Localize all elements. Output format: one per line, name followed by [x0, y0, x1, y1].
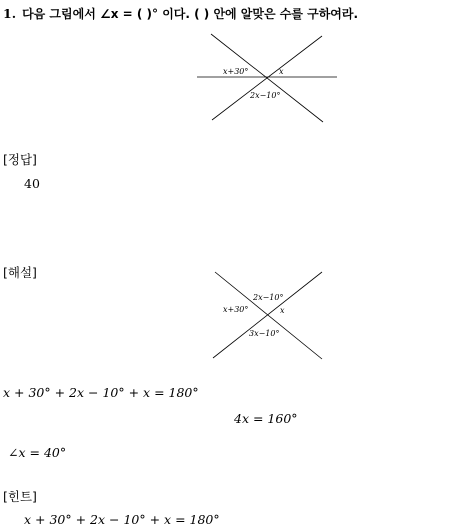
explanation-equation-1: x + 30° + 2x − 10° + x = 180° — [3, 385, 199, 400]
explanation-label-bottom: 3x−10° — [249, 329, 280, 338]
explanation-equation-2: 4x = 160° — [234, 411, 298, 426]
figure-label-right: x — [279, 67, 284, 76]
problem-figure — [195, 30, 345, 126]
explanation-label-left: x+30° — [223, 305, 249, 314]
explanation-heading: [해설] — [3, 265, 37, 280]
question-text: 다음 그림에서 ∠x = ( )° 이다. ( ) 안에 알맞은 수를 구하여라. — [22, 7, 359, 21]
figure-label-bottom: 2x−10° — [250, 91, 281, 100]
explanation-label-right: x — [280, 306, 285, 315]
figure-line-ascending — [212, 36, 322, 120]
question-line — [3, 5, 358, 22]
figure-label-left: x+30° — [223, 67, 249, 76]
answer-heading: [정답] — [3, 152, 37, 167]
explanation-figure — [207, 268, 329, 362]
explanation-equation-3: ∠x = 40° — [8, 445, 67, 460]
hint-equation: x + 30° + 2x − 10° + x = 180° — [24, 512, 220, 527]
answer-value: 40 — [24, 176, 40, 191]
hint-heading: [힌트] — [3, 489, 37, 504]
question-number: 1. — [3, 6, 17, 21]
explanation-line-ascending — [213, 272, 322, 358]
explanation-label-top: 2x−10° — [253, 293, 284, 302]
